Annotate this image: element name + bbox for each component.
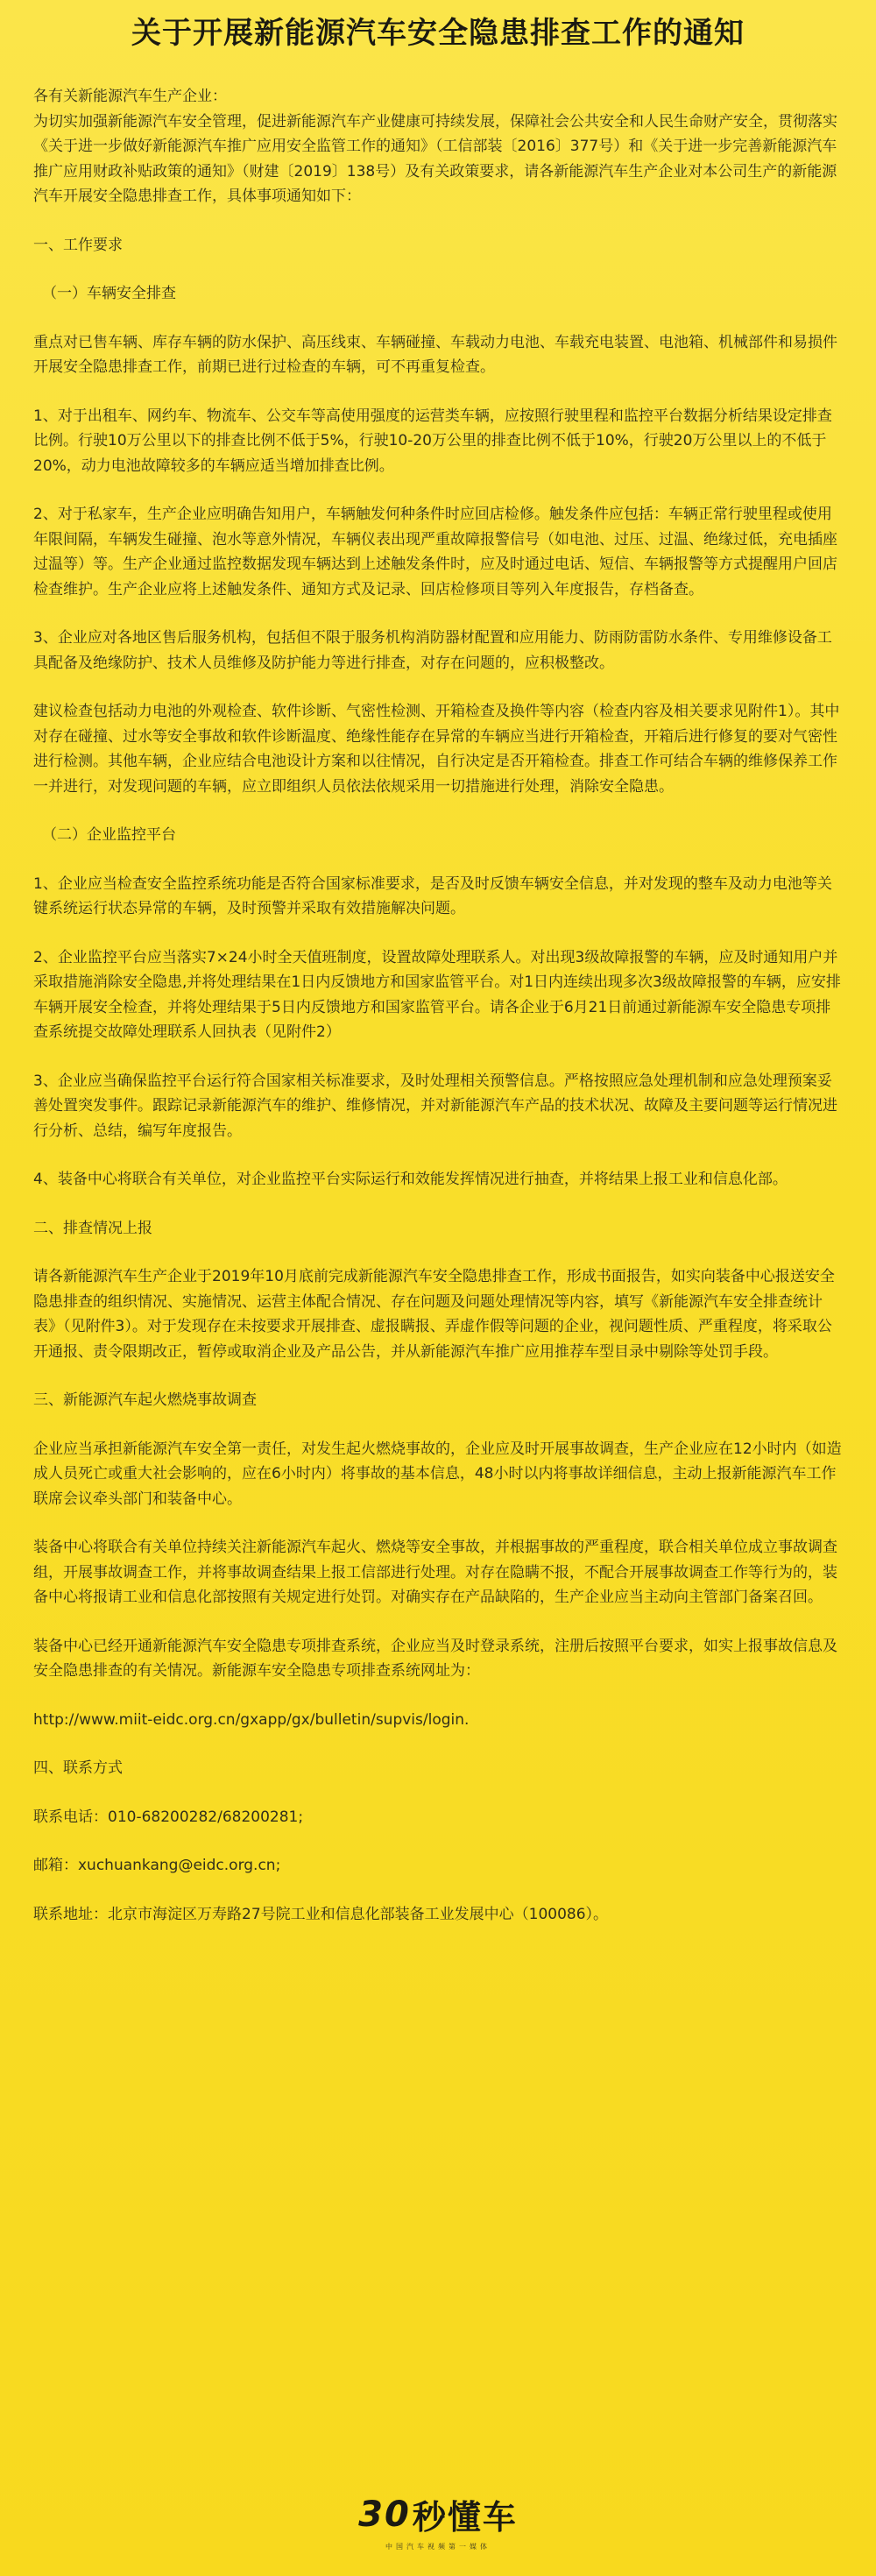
section-heading-work-requirements: 一、工作要求 (33, 236, 123, 254)
brand-slogan: 中国汽车视频第一媒体 (385, 2543, 491, 2551)
paragraph: 装备中心将联合有关单位持续关注新能源汽车起火、燃烧等安全事故，并根据事故的严重程度，联合相关单位成立事故调查组，开展事故调查工作，并将事故调查结果上报工信部进行处理。对存在隐瞒不报，不配合开展事故调查工作等行为的，装备中心将报请工业和信息化部按照有关规定进行处罚。对确实存在产品缺陷的，生产企业应当主动向主管部门备案召回。 (33, 1539, 837, 1606)
contact-phone: 联系电话：010-68200282/68200281; (33, 1808, 304, 1826)
logo-number: 30 (358, 2494, 411, 2535)
page-title: 关于开展新能源汽车安全隐患排查工作的通知 (131, 16, 745, 51)
notice-body (33, 84, 843, 1950)
system-url-link[interactable]: http://www.miit-eidc.org.cn/gxapp/gx/bulletin/supvis/login. (33, 1710, 470, 1729)
paragraph: 1、企业应当检查安全监控系统功能是否符合国家标准要求，是否及时反馈车辆安全信息，并对发现的整车及动力电池等关键系统运行状态异常的车辆，及时预警并采取有效措施解决问题。 (33, 874, 832, 917)
paragraph: 4、装备中心将联合有关单位，对企业监控平台实际运行和效能发挥情况进行抽查，并将结果上报工业和信息化部。 (33, 1171, 788, 1188)
paragraph: 2、企业监控平台应当落实7×24小时全天值班制度，设置故障处理联系人。对出现3级故障报警的车辆，应及时通知用户并采取措施消除安全隐患,并将处理结果在1日内反馈地方和国家监管平台。对1日内连续出现多次3级故障报警的车辆，应安排车辆开展安全检查，并将处理结果于5日内反馈地方和国家监管平台。请各企业于6月21日前通过新能源车安全隐患专项排查系统提交故障处理联系人回执表（见附件2） (33, 948, 841, 1041)
paragraph: 装备中心已经开通新能源汽车安全隐患专项排查系统，企业应当及时登录系统，注册后按照平台要求，如实上报事故信息及安全隐患排查的有关情况。新能源车安全隐患专项排查系统网址为： (33, 1637, 837, 1680)
salutation: 各有关新能源汽车生产企业： (33, 88, 227, 105)
logo-text: 秒懂车 (412, 2498, 518, 2537)
subsection-heading-vehicle-check: （一）车辆安全排查 (42, 285, 176, 302)
paragraph: 2、对于私家车，生产企业应明确告知用户，车辆触发何种条件时应回店检修。触发条件应包括：车辆正常行驶里程或使用年限间隔，车辆发生碰撞、泡水等意外情况，车辆仪表出现严重故障报警信号（如电池、过压、过温、绝缘过低，充电插座过温等）等。生产企业通过监控数据发现车辆达到上述触发条件时，应及时通过电话、短信、车辆报警等方式提醒用户回店检查维护。生产企业应将上述触发条件、通知方式及记录、回店检修项目等列入年度报告，存档备查。 (33, 506, 837, 598)
section-heading-reporting: 二、排查情况上报 (33, 1219, 152, 1237)
intro-paragraph: 为切实加强新能源汽车安全管理，促进新能源汽车产业健康可持续发展，保障社会公共安全和人民生命财产安全，贯彻落实《关于进一步做好新能源汽车推广应用安全监管工作的通知》（工信部装〔2016〕377号）和《关于进一步完善新能源汽车推广应用财政补贴政策的通知》（财建〔2019〕138号）及有关政策要求，请各新能源汽车生产企业对本公司生产的新能源汽车开展安全隐患排查工作，具体事项通知如下： (33, 112, 837, 205)
section-heading-contact: 四、联系方式 (33, 1759, 123, 1777)
paragraph: 3、企业应对各地区售后服务机构，包括但不限于服务机构消防器材配置和应用能力、防雨防雷防水条件、专用维修设备工具配备及绝缘防护、技术人员维修及防护能力等进行排查，对存在问题的，应积极整改。 (33, 629, 832, 672)
contact-email[interactable]: 邮箱：xuchuankang@eidc.org.cn; (33, 1857, 281, 1874)
subsection-heading-monitoring-platform: （二）企业监控平台 (42, 826, 176, 844)
footer (0, 2490, 876, 2551)
paragraph: 建议检查包括动力电池的外观检查、软件诊断、气密性检测、开箱检查及换件等内容（检查内容及相关要求见附件1）。其中对存在碰撞、过水等安全事故和软件诊断温度、绝缘性能存在异常的车辆应当进行开箱检查，开箱后进行修复的要对气密性进行检测。其他车辆，企业应结合电池设计方案和以往情况，自行决定是否开箱检查。排查工作可结合车辆的维修保养工作一并进行，对发现问题的车辆，应立即组织人员依法依规采用一切措施进行处理，消除安全隐患。 (33, 703, 840, 796)
paragraph: 1、对于出租车、网约车、物流车、公交车等高使用强度的运营类车辆，应按照行驶里程和监控平台数据分析结果设定排查比例。行驶10万公里以下的排查比例不低于5%，行驶10-20万公里的排查比例不低于10%，行驶20万公里以上的不低于20%，动力电池故障较多的车辆应适当增加排查比例。 (33, 407, 832, 475)
section-heading-fire-investigation: 三、新能源汽车起火燃烧事故调查 (33, 1391, 257, 1409)
paragraph: 重点对已售车辆、库存车辆的防水保护、高压线束、车辆碰撞、车载动力电池、车载充电装置、电池箱、机械部件和易损件开展安全隐患排查工作，前期已进行过检查的车辆，可不再重复检查。 (33, 333, 837, 376)
brand-logo (358, 2490, 518, 2538)
paragraph: 请各新能源汽车生产企业于2019年10月底前完成新能源汽车安全隐患排查工作，形成书面报告，如实向装备中心报送安全隐患排查的组织情况、实施情况、运营主体配合情况、存在问题及问题处理情况等内容，填写《新能源汽车安全排查统计表》（见附件3）。对于发现存在未按要求开展排查、虚报瞒报、弄虚作假等问题的企业，视问题性质、严重程度，将采取公开通报、责令限期改正，暂停或取消企业及产品公告，并从新能源汽车推广应用推荐车型目录中剔除等处罚手段。 (33, 1268, 835, 1361)
paragraph: 企业应当承担新能源汽车安全第一责任，对发生起火燃烧事故的，企业应及时开展事故调查，生产企业应在12小时内（如造成人员死亡或重大社会影响的，应在6小时内）将事故的基本信息，48小时以内将事故详细信息，主动上报新能源汽车工作联席会议牵头部门和装备中心。 (33, 1440, 842, 1508)
contact-address: 联系地址：北京市海淀区万寿路27号院工业和信息化部装备工业发展中心（100086）。 (33, 1905, 609, 1923)
paragraph: 3、企业应当确保监控平台运行符合国家相关标准要求，及时处理相关预警信息。严格按照应急处理机制和应急处理预案妥善处置突发事件。跟踪记录新能源汽车的维护、维修情况，并对新能源汽车产品的技术状况、故障及主要问题等运行情况进行分析、总结，编写年度报告。 (33, 1072, 837, 1140)
